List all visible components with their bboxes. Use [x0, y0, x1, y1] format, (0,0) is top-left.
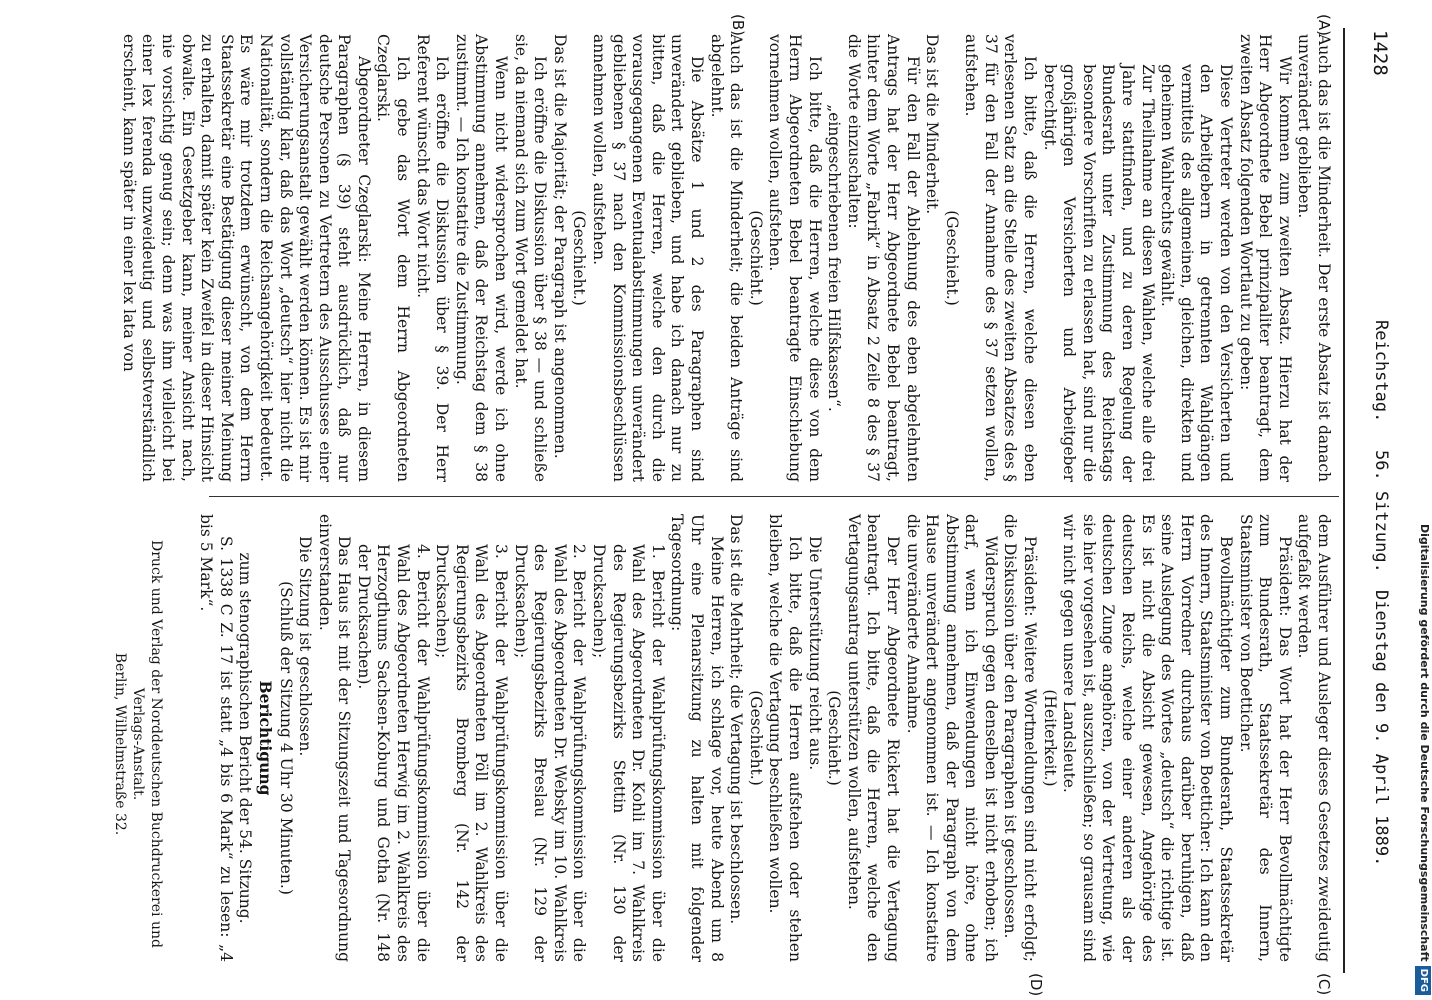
paragraph: Das ist die Mehrheit; die Vertagung ist beschlossen.	[727, 514, 746, 925]
margin-mark-d: (D)	[1027, 973, 1045, 997]
paragraph: Ich gebe das Wort dem Herrn Abgeordneten Czeglarski.	[374, 34, 413, 482]
page-number: 1428	[1369, 30, 1391, 76]
printer-imprint	[111, 514, 165, 974]
correction-heading	[254, 514, 275, 962]
paragraph: Das Haus ist mit der Sitzungszeit und Tagesordnung einverstanden.	[315, 514, 354, 962]
quoted-motion: Diese Vertreter werden von den Versicherten und den Arbeitgebern in getrennten Wahlgängen vermittels des allgemeinen, gleichen, direkten und geheimen Wahlrechts gewählt.	[1158, 64, 1236, 482]
watermark-text: Digitalisierung gefördert durch die Deutsche Forschungsgemeinschaft	[1418, 523, 1431, 962]
quoted-motion: Zur Theilnahme an diesen Wahlen, welche alle drei Jahre stattfinden, und zu deren Regelung der Bundesrath unter Zustimmung des Reichstags besondere Vorschriften zu erlassen hat, sind nur die großjährigen Versicherten und Arbeitgeber berechtigt.	[1040, 64, 1157, 482]
paragraph: dem Ausführer und Ausleger dieses Gesetzes zweideutig aufgefaßt werden.	[1295, 514, 1333, 962]
quoted-motion: „eingeschriebenen freien Hilfskassen“.	[825, 104, 844, 412]
paragraph: Meine Herren, ich schlage vor, heute Abend um 8 Uhr eine Plenarsitzung zu halten mit folgender Tagesordnung:	[668, 514, 726, 962]
paragraph: Wenn nicht widersprochen wird, werde ich ohne Abstimmung annehmen, daß der Reichstag dem § 38 zustimmt. — Ich konstatire die Zustimmung.	[452, 34, 511, 482]
paragraph: Ich bitte, daß die Herren, welche diese von dem Herrn Abgeordneten Bebel beantragte Einschiebung vornehmen wollen, aufstehen.	[766, 34, 824, 482]
session-close-note: (Schluß der Sitzung 4 Uhr 30 Minuten.)	[276, 581, 295, 895]
paragraph: Ich eröffne die Diskussion über § 39. Der Herr Referent wünscht das Wort nicht.	[413, 34, 452, 482]
dfg-logo: DFG	[1415, 966, 1431, 995]
speech-paragraph: Präsident: Weitere Wortmeldungen sind nicht erfolgt; die Diskussion über den Paragraphen ist geschlossen.	[1001, 514, 1040, 962]
column-divider	[209, 496, 1339, 497]
agenda-item: 3. Bericht der Wahlprüfungskommission über die Wahl des Abgeordneten Pöll im 2. Wahlkreis des Regierungsbezirks Bromberg (Nr. 142 der Drucksachen);	[433, 544, 511, 962]
speech-paragraph: Abgeordneter Czeglarski: Meine Herren, in diesem Paragraphen (§ 39) steht ausdrücklich, daß nur deutsche Personen zu Vertretern des Ausschusses einer Versicherungsanstalt gewählt werden können. Es ist mir vollständig klar, daß das Wort „deutsch“ hier nicht die Nationalität, sondern die Reichsangehörigkeit bedeutet. Es wäre mir trotzdem erwünscht, von dem Herrn Staatssekretär eine Bestätigung dieser meiner Meinung zu erhalten, damit später kein Zweifel in dieser Hinsicht obwalte. Ein Gesetzgeber kann, meiner Ansicht nach, nie vorsichtig genug sein; denn was ihm vielleicht bei einer lex ferenda unzweideutig und selbstverständlich erscheint, kann später in einer lex lata von	[119, 34, 373, 482]
stage-note: (Geschieht.)	[746, 690, 765, 786]
header-date: Dienstag den 9. April 1889.	[1371, 590, 1391, 867]
imprint-line: Druck und Verlag der Norddeutschen Buchdruckerei und Verlags-Anstalt.	[130, 540, 164, 948]
stage-note: (Heiterkeit.)	[1040, 689, 1059, 787]
page-header	[1339, 20, 1405, 985]
header-rule	[1343, 28, 1345, 973]
paragraph: Die Unterstützung reicht aus.	[805, 536, 824, 771]
paragraph: Ich bitte, daß die Herren aufstehen oder stehen bleiben, welche die Vertagung beschließen wollen.	[766, 514, 804, 962]
stage-note: (Geschieht.)	[746, 210, 765, 306]
margin-mark-b: (B)	[729, 14, 747, 36]
paragraph: Wir kommen zum zweiten Absatz. Hierzu hat der Herr Abgeordnete Bebel prinzipaliter beantragt, dem zweiten Absatz folgenden Wortlaut zu geben:	[1236, 34, 1294, 482]
stage-note: (Geschieht.)	[570, 210, 589, 306]
stage-note: (Geschieht.)	[825, 690, 844, 786]
paragraph: Ich bitte, daß die Herren, welche diesen eben verlesenen Satz an die Stelle des zweiten Absatzes des § 37 für den Fall der Annahme des § 37 setzen wollen, aufstehen.	[962, 34, 1040, 482]
paragraph: Auch das ist die Minderheit; die beiden Anträge sind abgelehnt.	[707, 34, 746, 482]
agenda-item: 2. Bericht der Wahlprüfungskommission über die Wahl des Abgeordneten Dr. Websky im 10. Wahlkreis des Regierungsbezirks Breslau (Nr. 129 der Drucksachen);	[511, 544, 589, 962]
agenda-item: 1. Bericht der Wahlprüfungskommission über die Wahl des Abgeordneten Dr. Kohli im 7. Wahlkreis des Regierungsbezirks Stettin (Nr. 130 der Drucksachen);	[590, 544, 667, 962]
paragraph: Der Herr Abgeordnete Rickert hat die Vertagung beantragt. Ich bitte, daß die Herren, welche den Vertagungsantrag unterstützen wollen, aufstehen.	[844, 514, 902, 962]
margin-mark-c: (C)	[1315, 973, 1333, 996]
right-text-column	[197, 514, 1333, 962]
watermark-text-line	[1416, 10, 1432, 995]
paragraph: Das ist die Majorität; der Paragraph ist angenommen.	[550, 34, 569, 459]
speech-paragraph: Präsident: Das Wort hat der Herr Bevollmächtigte zum Bundesrath, Staatssekretär des Innern, Staatsminister von Boetticher.	[1236, 514, 1294, 962]
correction-text: S. 1338 C Z. 17 ist statt „4 bis 6 Mark“ zu lesen: „4 bis 5 Mark“.	[197, 514, 235, 962]
correction-title: Berichtigung	[255, 680, 275, 796]
paragraph: Die Sitzung ist geschlossen.	[296, 536, 315, 757]
margin-mark-a: (A)	[1315, 14, 1333, 36]
rotated-page-content	[95, 14, 1405, 997]
paragraph: Ich eröffne die Diskussion über § 38 — und schließe sie, da niemand sich zum Wort gemeldet hat.	[511, 34, 550, 482]
agenda-item: 4. Bericht der Wahlprüfungskommission über die Wahl des Abgeordneten Herwig im 2. Wahlkreis des Herzogthums Sachsen-Koburg und Gotha (Nr. 148 der Drucksachen).	[354, 544, 432, 962]
speech-paragraph: Bevollmächtigter zum Bundesrath, Staatssekretär des Innern, Staatsminister von Boetticher: Ich kann den Herrn Vorredner durchaus darüber beruhigen, daß seine Auslegung des Wortes „deutsch“ die richtige ist. Es ist nicht die Absicht gewesen, Angehörige des deutschen Reichs, welche einer anderen als der deutschen Zunge angehören, von der Vertretung, wie sie hier vorgesehen ist, auszuschließen; so grausam sind wir nicht gegen unsere Landsleute.	[1060, 514, 1236, 962]
left-text-column	[119, 34, 1333, 482]
paragraph: Die Absätze 1 und 2 des Paragraphen sind unverändert geblieben, und habe ich danach nur zu bitten, daß die Herren, welche den durch die vorausgegangenen Eventualabstimmungen unverändert gebliebenen § 37 nach den Kommissionsbeschlüssen annehmen wollen, aufstehen.	[590, 34, 706, 482]
stage-note: (Geschieht.)	[942, 210, 961, 306]
paragraph: Widerspruch gegen denselben ist nicht erhoben; ich darf, wenn ich Einwendungen nicht höre, ohne Abstimmung annehmen, daß der Paragraph von dem Hause unverändert angenommen ist. — Ich konstatire die unveränderte Annahme.	[903, 514, 1000, 962]
paragraph: Auch das ist die Minderheit. Der erste Absatz ist danach unverändert geblieben.	[1295, 34, 1333, 482]
digitization-watermark	[1416, 10, 1432, 995]
paragraph: Für den Fall der Ablehnung des eben abgelehnten Antrags hat der Herr Abgeordnete Bebel beantragt, hinter dem Worte „Fabrik“ in Absatz 2 Zeile 8 des § 37 die Worte einzuschalten:	[844, 34, 922, 482]
header-left: Reichstag.	[1371, 320, 1391, 423]
paragraph: Das ist die Minderheit.	[923, 34, 942, 215]
imprint-address: Berlin, Wilhelmstraße 32.	[112, 652, 128, 836]
header-session: 56. Sitzung.	[1371, 450, 1391, 573]
correction-subheading: zum stenographischen Bericht der 54. Sitzung.	[236, 552, 255, 924]
